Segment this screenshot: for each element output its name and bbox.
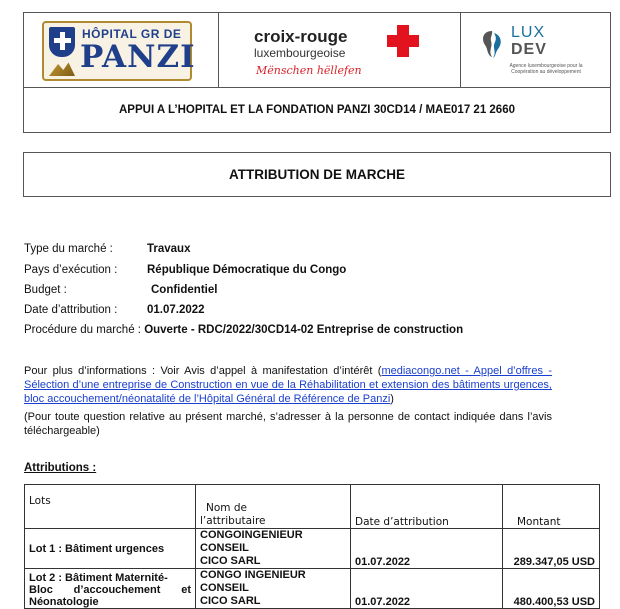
type-marche-value: Travaux	[147, 243, 191, 255]
croix-rouge-slogan: Mënschen hëllefen	[256, 64, 362, 77]
header-attributaire-line2: l’attributaire	[200, 515, 266, 527]
croix-rouge-name: croix-rouge	[254, 27, 348, 46]
lot-line3: Néonatologie	[29, 596, 99, 608]
luxdev-mark-icon	[479, 29, 505, 59]
project-reference-box	[23, 87, 611, 133]
luxdev-logo	[461, 13, 610, 87]
panzi-logo-top-text: HÔPITAL GR DE	[82, 27, 182, 41]
header-attributaire	[196, 485, 351, 529]
attributaire-cell	[196, 569, 351, 609]
table-row	[25, 529, 600, 569]
header-montant-label: Montant	[517, 516, 561, 528]
attributaire-line2: CICO SARL	[200, 555, 261, 567]
document-title-box	[23, 152, 611, 197]
date-cell: 01.07.2022	[351, 529, 503, 569]
header-lots: Lots	[25, 485, 196, 529]
date-cell: 01.07.2022	[351, 569, 503, 609]
montant-cell: 289.347,05 USD	[503, 529, 600, 569]
red-cross-icon	[387, 25, 419, 57]
mountain-icon	[49, 61, 75, 76]
attributions-table	[24, 484, 600, 609]
logo-header	[23, 12, 611, 88]
croix-rouge-logo	[219, 13, 461, 87]
budget-row	[24, 284, 218, 296]
more-info-outro: )	[390, 393, 394, 405]
mediacongo-link[interactable]: mediacongo.net - Appel d’offres - Sélection d’une entreprise de Construction en vue de la Réhabilitation et extension des bâtiments urgences, bloc accouchement/néonatalité de l’Hôpital Général de Référence de Panzi	[24, 365, 552, 405]
procedure-row	[24, 324, 463, 336]
budget-label: Budget :	[24, 284, 67, 296]
montant-cell: 480.400,53 USD	[503, 569, 600, 609]
attributions-heading: Attributions :	[24, 462, 97, 474]
attributaire-line1: CONGO INGENIEUR CONSEIL	[200, 569, 306, 594]
lot-line1: Lot 2 : Bâtiment Maternité-	[29, 572, 168, 584]
procedure-value: Ouverte - RDC/2022/30CD14-02 Entreprise de construction	[144, 324, 464, 336]
attributaire-line2: CICO SARL	[200, 595, 261, 607]
attributaire-cell	[196, 529, 351, 569]
more-info-paragraph	[24, 364, 552, 406]
luxdev-lux-text: LUX	[511, 24, 546, 41]
luxdev-dev-text: DEV	[511, 41, 547, 58]
date-attribution-row	[24, 304, 205, 316]
more-info-intro: Pour plus d’informations : Voir Avis d’appel à manifestation d’intérêt (	[24, 365, 382, 377]
panzi-logo-cell	[24, 13, 219, 87]
panzi-logo	[42, 21, 196, 81]
pays-execution-label: Pays d’exécution :	[24, 264, 118, 276]
luxdev-tagline: Agence luxembourgeoise pour la Coopération au développement	[509, 63, 583, 75]
table-row	[25, 569, 600, 609]
type-marche-label: Type du marché :	[24, 243, 113, 255]
header-montant	[503, 485, 600, 529]
document-title: ATTRIBUTION DE MARCHE	[229, 167, 405, 182]
lot-line2: Bloc d’accouchement et	[29, 584, 191, 596]
date-attribution-label: Date d’attribution :	[24, 304, 118, 316]
pays-execution-row	[24, 264, 347, 276]
attributaire-line1: CONGOINGENIEUR CONSEIL	[200, 529, 303, 554]
croix-rouge-sub: luxembourgeoise	[254, 46, 346, 60]
budget-value: Confidentiel	[151, 284, 218, 296]
procedure-label: Procédure du marché :	[24, 324, 141, 336]
contact-note: (Pour toute question relative au présent marché, s’adresser à la personne de contact indiquée dans l’avis téléchargeable)	[24, 411, 552, 437]
hospital-cross-icon	[49, 27, 75, 57]
type-marche-row	[24, 243, 191, 255]
header-attributaire-line1: Nom de	[206, 502, 247, 514]
lot-cell: Lot 1 : Bâtiment urgences	[25, 529, 196, 569]
date-attribution-value: 01.07.2022	[147, 304, 205, 316]
panzi-logo-big-text: PANZI	[80, 39, 196, 75]
pays-execution-value: République Démocratique du Congo	[147, 264, 347, 276]
project-reference: APPUI A L’HOPITAL ET LA FONDATION PANZI 30CD14 / MAE017 21 2660	[119, 104, 515, 116]
header-date: Date d’attribution	[351, 485, 503, 529]
table-header-row	[25, 485, 600, 529]
lot-cell	[25, 569, 196, 609]
